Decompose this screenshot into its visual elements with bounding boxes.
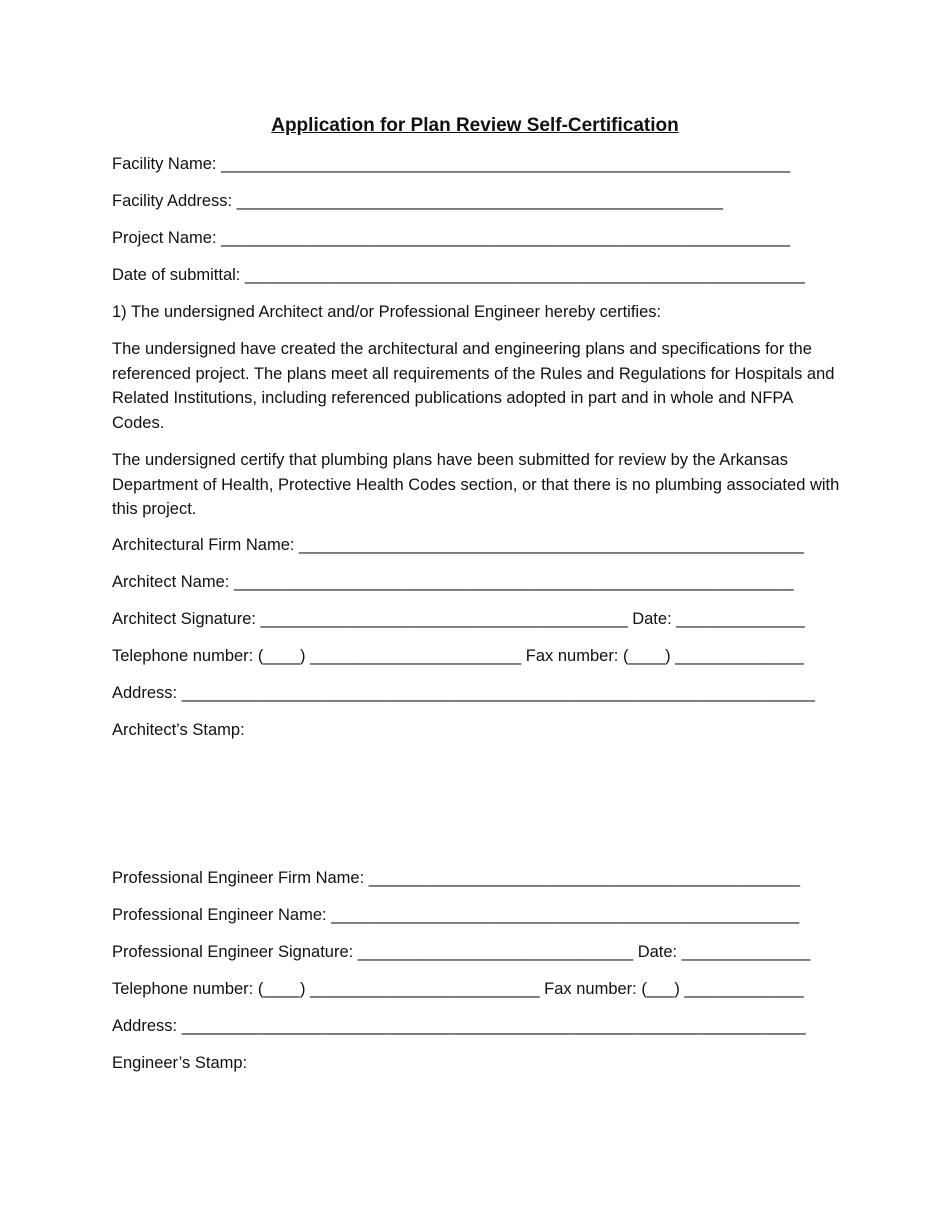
engineer-address-field: Address: ____________________________________________________________________ xyxy=(112,1017,806,1035)
architect-address-field: Address: _____________________________________________________________________ xyxy=(112,684,815,702)
page-title: Application for Plan Review Self-Certification xyxy=(271,115,679,136)
engineer-stamp-label: Engineer’s Stamp: xyxy=(112,1054,248,1072)
project-name-field: Project Name: ______________________________________________________________ xyxy=(112,229,791,247)
architect-signature-field: Architect Signature: ________________________________________ Date: ______________ xyxy=(112,610,805,628)
architect-telephone-field: Telephone number: (____) _______________________ Fax number: (____) ______________ xyxy=(112,647,804,665)
engineer-name-field: Professional Engineer Name: ___________________________________________________ xyxy=(112,906,800,924)
facility-address-field: Facility Address: _____________________________________________________ xyxy=(112,192,724,210)
date-of-submittal-field: Date of submittal: _____________________________________________________________ xyxy=(112,266,805,284)
certification-item-1: 1) The undersigned Architect and/or Professional Engineer hereby certifies: xyxy=(112,303,662,321)
architect-stamp-label: Architect’s Stamp: xyxy=(112,721,245,739)
architect-name-field: Architect Name: _____________________________________________________________ xyxy=(112,573,794,591)
certification-paragraph-plans: The undersigned have created the architectural and engineering plans and specifications for the referenced project. The plans meet all requirements of the Rules and Regulations for Hospitals and Related Institutions, including referenced publications adopted in part and in whole and NFPA Codes. xyxy=(112,340,835,432)
engineer-signature-field: Professional Engineer Signature: ______________________________ Date: ______________ xyxy=(112,943,811,961)
architectural-firm-name-field: Architectural Firm Name: _______________________________________________________ xyxy=(112,536,804,554)
facility-name-field: Facility Name: ______________________________________________________________ xyxy=(112,155,791,173)
engineer-telephone-field: Telephone number: (____) _________________________ Fax number: (___) _____________ xyxy=(112,980,804,998)
engineer-firm-name-field: Professional Engineer Firm Name: _______________________________________________ xyxy=(112,869,801,887)
certification-paragraph-plumbing: The undersigned certify that plumbing plans have been submitted for review by the Arkansas Department of Health, Protective Health Codes section, or that there is no plumbing associated with this project. xyxy=(112,451,840,518)
